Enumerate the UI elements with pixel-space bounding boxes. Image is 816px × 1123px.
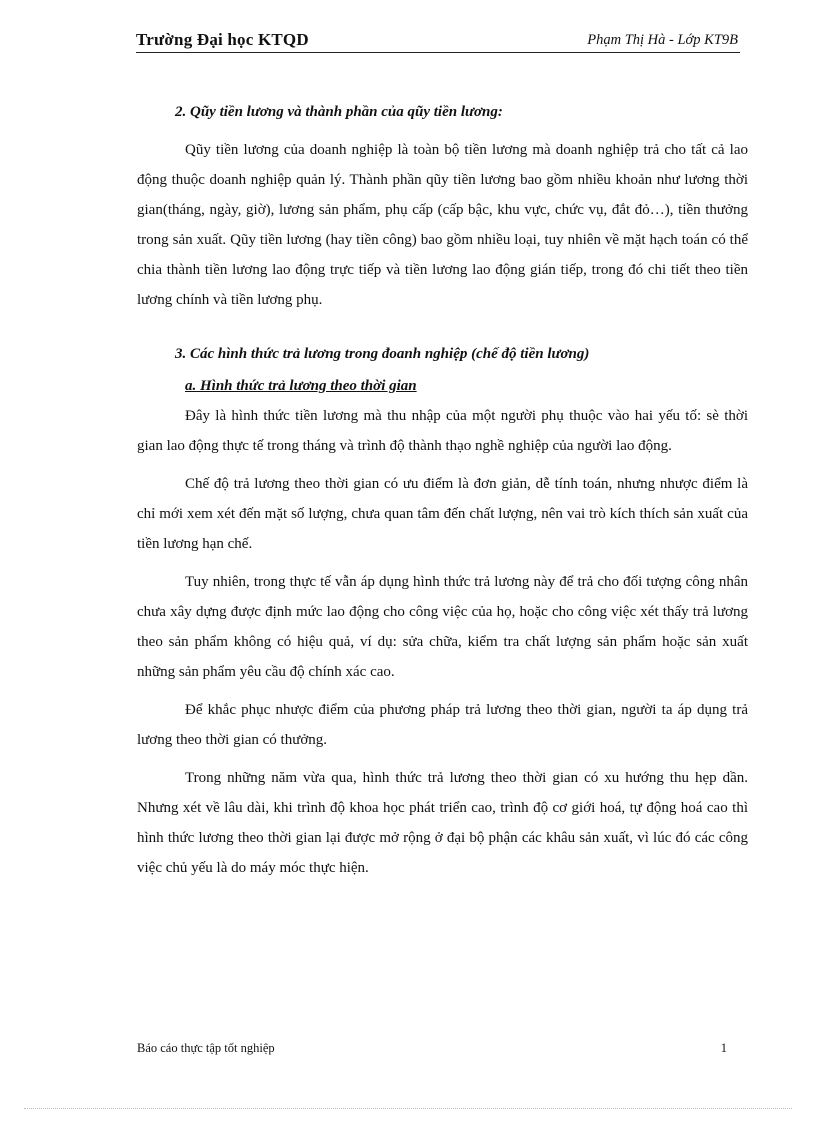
footer-report-title: Báo cáo thực tập tốt nghiệp — [137, 1041, 275, 1055]
paragraph: Để khắc phục nhược điểm của phương pháp trả lương theo thời gian, người ta áp dụng trả lương theo thời gian có thưởng. — [137, 702, 748, 748]
section-2-heading: 2. Qũy tiền lương và thành phần của qũy tiền lương: — [175, 104, 503, 120]
section-3-heading: 3. Các hình thức trả lương trong đoanh nghiệp (chế độ tiền lương) — [175, 346, 590, 362]
paragraph: Đây là hình thức tiền lương mà thu nhập của một người phụ thuộc vào hai yếu tố: sè thời gian lao động thực tế trong tháng và trình độ thành thạo nghề nghiệp của người lao động. — [137, 408, 748, 454]
header-author: Phạm Thị Hà - Lớp KT9B — [587, 32, 738, 48]
paragraph: Trong những năm vừa qua, hình thức trả lương theo thời gian có xu hướng thu hẹp dần. Nhưng xét về lâu dài, khi trình độ khoa học phát triển cao, trình độ cơ giới hoá, tự động hoá cao thì hình thức lương theo thời gian lại được mở rộng ở đại bộ phận các khâu sản xuất, vì lúc đó các công việc chủ yếu là do máy móc thực hiện. — [137, 770, 748, 876]
page-boundary-divider — [24, 1108, 792, 1109]
paragraph: Tuy nhiên, trong thực tế vẫn áp dụng hình thức trả lương này để trả cho đối tượng công nhân chưa xây dựng được định mức lao động cho công việc của họ, hoặc cho công việc xét thấy trả lương theo sản phẩm không có hiệu quả, ví dụ: sửa chữa, kiểm tra chất lượng sản phẩm hoặc sản xuất những sản phẩm yêu cầu độ chính xác cao. — [137, 574, 748, 680]
page-header — [136, 30, 740, 53]
page-number: 1 — [720, 1041, 727, 1055]
section-2-paragraph: Qũy tiền lương của doanh nghiệp là toàn bộ tiền lương mà doanh nghiệp trả cho tất cả lao động thuộc doanh nghiệp quản lý. Thành phần qũy tiền lương bao gồm nhiều khoản như lương thời gian(tháng, ngày, giờ), lương sản phẩm, phụ cấp (cấp bậc, khu vực, chức vụ, đắt đỏ…), tiền thưởng trong sản xuất. Qũy tiền lương (hay tiền công) bao gồm nhiều loại, tuy nhiên về mặt hạch toán có thể chia thành tiền lương lao động trực tiếp và tiền lương lao động gián tiếp, trong đó chi tiết theo tiền lương chính và tiền lương phụ. — [137, 142, 748, 308]
header-school: Trường Đại học KTQD — [136, 30, 309, 49]
subsection-a-heading: a. Hình thức trả lương theo thời gian — [185, 378, 417, 394]
document-body — [137, 97, 748, 883]
page-footer — [137, 1041, 737, 1056]
paragraph: Chế độ trả lương theo thời gian có ưu điểm là đơn giản, dễ tính toán, nhưng nhược điểm là chỉ mới xem xét đến mặt số lượng, chưa quan tâm đến chất lượng, nên vai trò kích thích sản xuất của tiền lương hạn chế. — [137, 476, 748, 552]
